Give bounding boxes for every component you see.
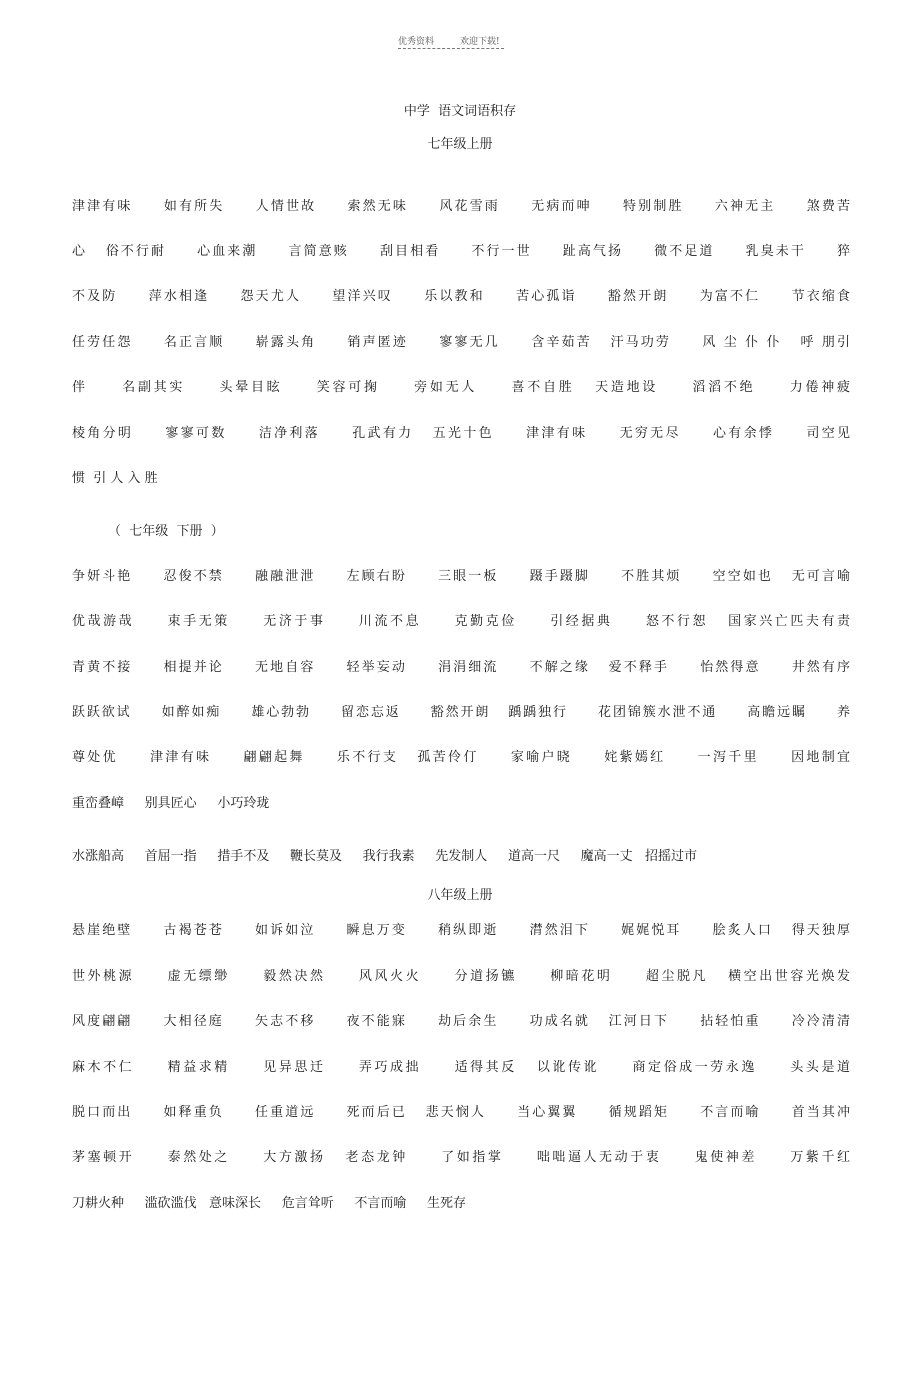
word-line: 世外桃源 虚无缥缈 毅然决然 风风火火 分道扬镳 柳暗花明 超尘脱凡 横空出世容光焕发 <box>72 969 850 984</box>
word-line: 跃跃欲试 如醉如痴 雄心勃勃 留恋忘返 豁然开朗 踽踽独行 花团锦簇水泄不通 高瞻远瞩 养 <box>72 705 850 720</box>
word-line: 悬崖绝壁 古褐苍苍 如诉如泣 瞬息万变 稍纵即逝 潸然泪下 娓娓悦耳 脍炙人口 得天独厚 <box>72 923 850 938</box>
word-line: 麻木不仁 精益求精 见异思迁 弄巧成拙 适得其反 以讹传讹 商定俗成一劳永逸 头头是道 <box>72 1060 850 1075</box>
word-line: 刀耕火种 滥砍滥伐 意味深长 危言耸听 不言而喻 生死存 <box>72 1196 467 1211</box>
word-line: 重峦叠嶂 别具匠心 小巧玲珑 <box>72 796 270 811</box>
word-line: 青黄不接 相提并论 无地自容 轻举妄动 涓涓细流 不解之缘 爱不释手 怡然得意 井然有序 <box>72 660 850 675</box>
word-line: 不及防 萍水相逢 怨天尤人 望洋兴叹 乐以教和 苦心孤诣 豁然开朗 为富不仁 节衣缩食 <box>72 289 850 304</box>
word-line: 风度翩翩 大相径庭 矢志不移 夜不能寐 劫后余生 功成名就 江河日下 拈轻怕重 冷冷清清 <box>72 1014 850 1029</box>
section-heading: （ 七年级 下册 ） <box>108 524 224 539</box>
header-left-text: 优秀资料 <box>398 37 435 47</box>
word-line: 优哉游哉 束手无策 无济于事 川流不息 克勤克俭 引经据典 怒不行恕 国家兴亡匹夫有责 <box>72 614 850 629</box>
section-title-grade7-vol1: 七年级上册 <box>427 137 493 152</box>
word-line: 脱口而出 如释重负 任重道远 死而后已 悲天悯人 当心翼翼 循规蹈矩 不言而喻 首当其冲 <box>72 1105 850 1120</box>
word-line: 任劳任怨 名正言顺 崭露头角 销声匿迹 寥寥无几 含辛茹苦 汗马功劳 风 尘 仆 仆 呼 朋引 <box>72 335 850 350</box>
page-title: 中学 语文词语积存 <box>403 104 517 119</box>
word-line: 茅塞顿开 泰然处之 大方激扬 老态龙钟 了如指掌 咄咄逼人无动于衷 鬼使神差 万紫千红 <box>72 1150 850 1165</box>
word-line: 惯 引 人 入 胜 <box>72 471 158 486</box>
word-line: 棱角分明 寥寥可数 洁净利落 孔武有力 五光十色 津津有味 无穷无尽 心有余悸 司空见 <box>72 426 850 441</box>
section-heading: 八年级上册 <box>427 888 493 903</box>
word-line: 水涨船高 首屈一指 措手不及 鞭长莫及 我行我素 先发制人 道高一尺 魔高一丈 招摇过市 <box>72 849 698 864</box>
word-line: 尊处优 津津有味 翩翩起舞 乐不行支 孤苦伶仃 家喻户晓 姹紫嫣红 一泻千里 因地制宜 <box>72 750 850 765</box>
word-line: 争妍斗艳 忍俊不禁 融融泄泄 左顾右盼 三眼一板 蹑手蹑脚 不胜其烦 空空如也 无可言喻 <box>72 569 850 584</box>
word-line: 心 俗不行耐 心血来潮 言简意赅 刮目相看 不行一世 趾高气扬 微不足道 乳臭未干 猝 <box>72 244 850 259</box>
word-line: 伴 名副其实 头晕目眩 笑容可掬 旁如无人 喜不自胜 天造地设 滔滔不绝 力倦神疲 <box>72 380 850 395</box>
word-line: 津津有味 如有所失 人情世故 索然无味 风花雪雨 无病而呻 特别制胜 六神无主 煞费苦 <box>72 199 850 214</box>
header-right-text: 欢迎下载! <box>460 37 500 47</box>
page-header <box>398 34 504 49</box>
